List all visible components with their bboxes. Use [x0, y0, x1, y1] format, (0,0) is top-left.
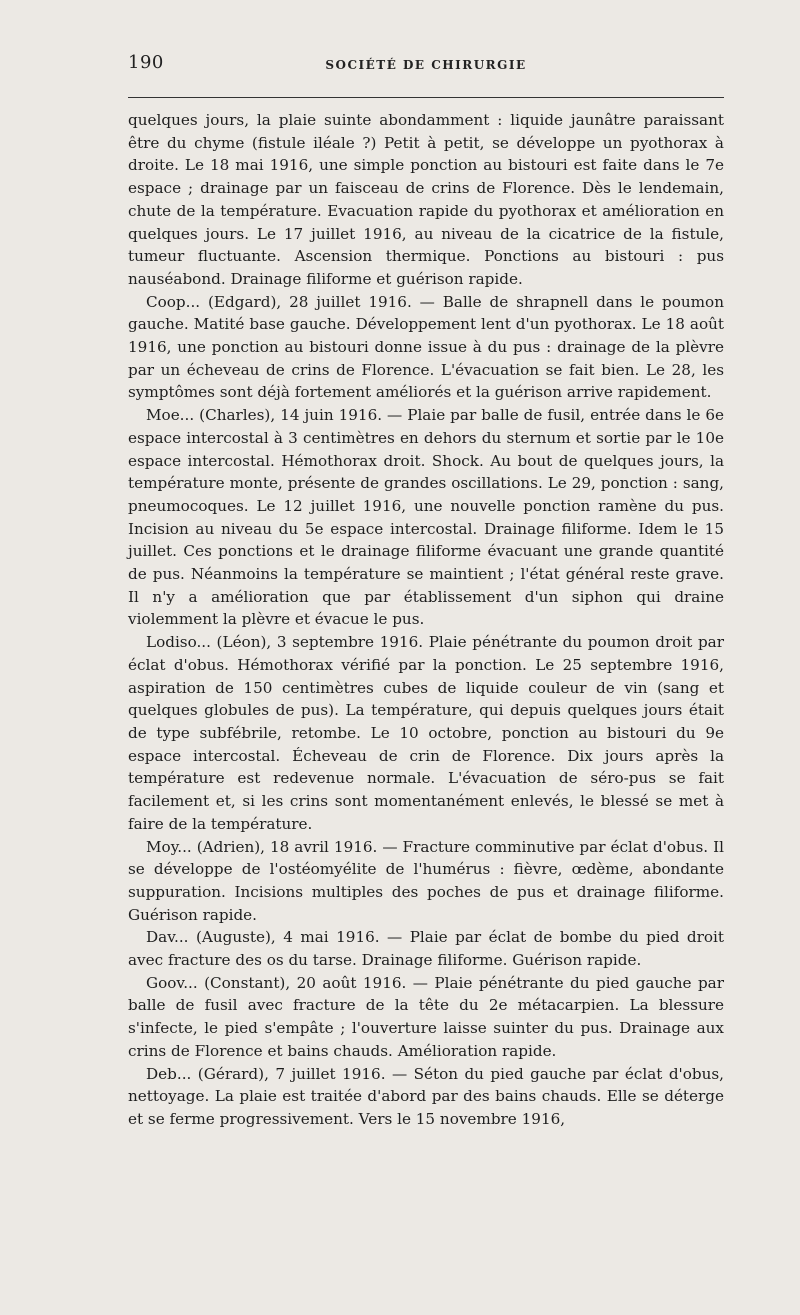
- body-text: [128, 109, 724, 1131]
- case-moe: Moe... (Charles), 14 juin 1916. — Plaie par balle de fusil, entrée dans le 6e espace intercostal à 3 centimètres en dehors du sternum et sortie par le 10e espace intercostal. Hémothorax droit. Shock. Au bout de quelques jours, la température monte, présente de grandes oscillations. Le 29, ponction : sang, pneumocoques. Le 12 juillet 1916, une nouvelle ponction ramène du pus. Incision au niveau du 5e espace intercostal. Drainage filiforme. Idem le 15 juillet. Ces ponctions et le drainage filiforme évacuant une grande quantité de pus. Néanmoins la température se maintient ; l'état général reste grave. Il n'y a amélioration que par établissement d'un siphon qui draine violemment la plèvre et évacue le pus.: [128, 406, 724, 629]
- header-rule: [128, 97, 724, 98]
- running-title: SOCIÉTÉ DE CHIRURGIE: [325, 58, 527, 72]
- page-header: [128, 52, 724, 82]
- page-number: 190: [128, 52, 164, 73]
- case-lodiso: Lodiso... (Léon), 3 septembre 1916. Plaie pénétrante du poumon droit par éclat d'obus. Hémothorax vérifié par la ponction. Le 25 septembre 1916, aspiration de 150 centimètres cubes de liquide couleur de vin (sang et quelques globules de pus). La température, qui depuis quelques jours était de type subfébrile, retombe. Le 10 octobre, ponction au bistouri du 9e espace intercostal. Écheveau de crin de Florence. Dix jours après la température est redevenue normale. L'évacuation de séro-pus se fait facilement et, si les crins sont momentanément enlevés, le blessé se met à faire de la température.: [128, 633, 724, 833]
- case-goov: Goov... (Constant), 20 août 1916. — Plaie pénétrante du pied gauche par balle de fusil avec fracture de la tête du 2e métacarpien. La blessure s'infecte, le pied s'empâte ; l'ouverture laisse suinter du pus. Drainage aux crins de Florence et bains chauds. Amélioration rapide.: [128, 973, 724, 1060]
- case-dav: Dav... (Auguste), 4 mai 1916. — Plaie par éclat de bombe du pied droit avec fracture des os du tarse. Drainage filiforme. Guérison rapide.: [128, 928, 724, 970]
- case-coop: Coop... (Edgard), 28 juillet 1916. — Balle de shrapnell dans le poumon gauche. Matité base gauche. Développement lent d'un pyothorax. Le 18 août 1916, une ponction au bistouri donne issue à du pus : drainage de la plèvre par un écheveau de crins de Florence. L'évacuation se fait bien. Le 28, les symptômes sont déjà fortement améliorés et la guérison arrive rapidement.: [128, 292, 724, 402]
- case-deb: Deb... (Gérard), 7 juillet 1916. — Séton du pied gauche par éclat d'obus, nettoyage. La plaie est traitée d'abord par des bains chauds. Elle se déterge et se ferme progressivement. Vers le 15 novembre 1916,: [128, 1064, 724, 1128]
- paragraph-continuation: quelques jours, la plaie suinte abondamment : liquide jaunâtre paraissant être du chyme (fistule iléale ?) Petit à petit, se développe un pyothorax à droite. Le 18 mai 1916, une simple ponction au bistouri est faite dans le 7e espace ; drainage par un faisceau de crins de Florence. Dès le lendemain, chute de la température. Evacuation rapide du pyothorax et amélioration en quelques jours. Le 17 juillet 1916, au niveau de la cicatrice de la fistule, tumeur fluctuante. Ascension thermique. Ponctions au bistouri : pus nauséabond. Drainage filiforme et guérison rapide.: [128, 111, 724, 288]
- case-moy: Moy... (Adrien), 18 avril 1916. — Fracture comminutive par éclat d'obus. Il se développe de l'ostéomyélite de l'humérus : fièvre, œdème, abondante suppuration. Incisions multiples des poches de pus et drainage filiforme. Guérison rapide.: [128, 837, 724, 924]
